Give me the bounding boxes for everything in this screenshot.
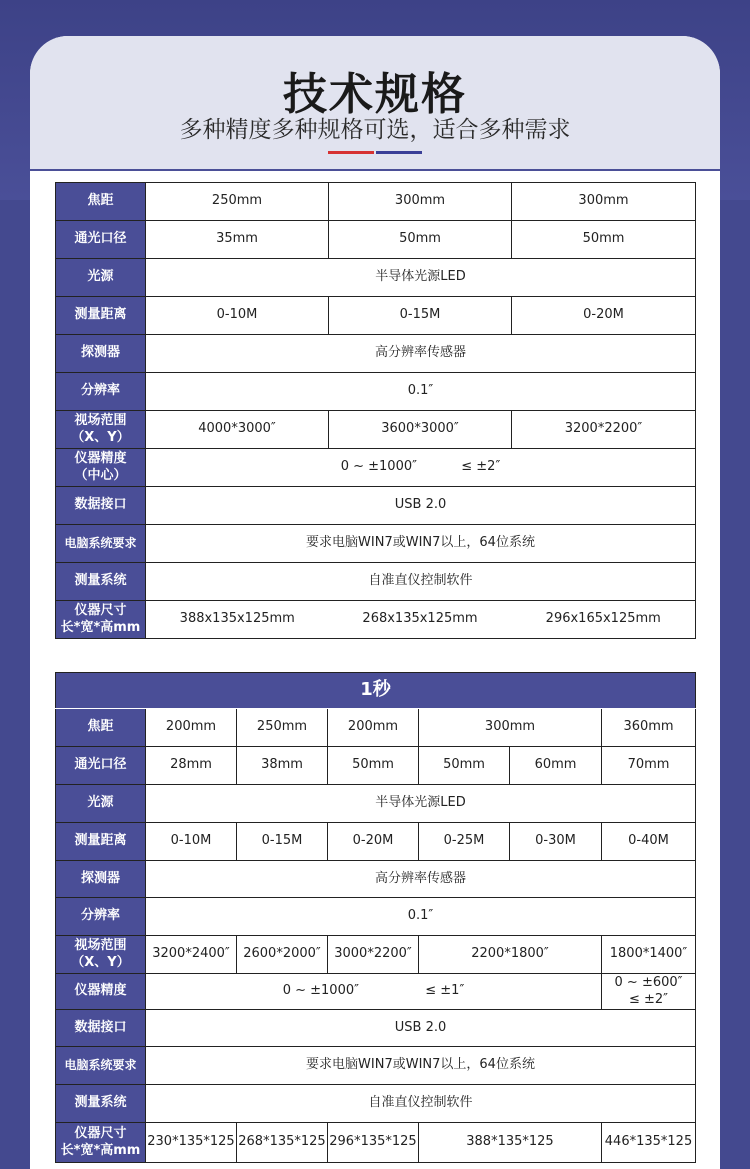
table-cell: 200mm xyxy=(328,709,419,747)
row-label: 通光口径 xyxy=(56,747,146,785)
row-label: 分辨率 xyxy=(56,373,146,411)
row-label-line: 视场范围 xyxy=(74,938,127,954)
table-cell: 3600*3000″ xyxy=(329,411,512,449)
row-label: 数据接口 xyxy=(56,1010,146,1047)
table-cell: 268x135x125mm xyxy=(329,601,512,639)
table-cell: 296x165x125mm xyxy=(512,601,696,639)
row-label xyxy=(56,936,146,974)
row-label xyxy=(56,601,146,639)
table-row xyxy=(56,373,696,411)
table-row xyxy=(56,487,696,525)
table-cell: 0-20M xyxy=(512,297,696,335)
table-cell: 0.1″ xyxy=(146,898,696,936)
table-row xyxy=(56,525,696,563)
table-cell: 0-15M xyxy=(329,297,512,335)
table-row xyxy=(56,297,696,335)
table-cell: 360mm xyxy=(602,709,696,747)
row-label: 数据接口 xyxy=(56,487,146,525)
row-label: 电脑系统要求 xyxy=(56,525,146,563)
table-cell: 388x135x125mm xyxy=(146,601,329,639)
row-label: 探测器 xyxy=(56,335,146,373)
table-cell xyxy=(146,449,696,487)
accuracy-range: 0 ~ ±1000″ xyxy=(282,983,359,999)
accuracy-range: 0 ~ ±600″ xyxy=(614,975,683,991)
row-label: 光源 xyxy=(56,785,146,823)
table-cell: 0-10M xyxy=(146,823,237,861)
row-label: 测量系统 xyxy=(56,1085,146,1123)
accuracy-center: ≤ ±2″ xyxy=(628,991,669,1007)
spec-table-2 xyxy=(55,672,696,1163)
table-cell: 70mm xyxy=(602,747,696,785)
page-title: 技术规格 xyxy=(283,69,467,120)
table-cell: 0-30M xyxy=(510,823,602,861)
table-row xyxy=(56,936,696,974)
table-row xyxy=(56,183,696,221)
table-row xyxy=(56,563,696,601)
row-label: 测量系统 xyxy=(56,563,146,601)
row-label: 仪器精度 xyxy=(56,974,146,1010)
table-cell: 35mm xyxy=(146,221,329,259)
row-label-line: （X、Y） xyxy=(71,429,130,445)
table-cell: 3000*2200″ xyxy=(328,936,419,974)
accuracy-range: 0 ~ ±1000″ xyxy=(340,459,417,475)
table-cell: 2200*1800″ xyxy=(419,936,602,974)
table-cell: 4000*3000″ xyxy=(146,411,329,449)
table-cell: 自准直仪控制软件 xyxy=(146,563,696,601)
table-row xyxy=(56,335,696,373)
table-row xyxy=(56,411,696,449)
table-cell: 要求电脑WIN7或WIN7以上，64位系统 xyxy=(146,1047,696,1085)
table-cell: 2600*2000″ xyxy=(237,936,328,974)
card-header xyxy=(30,36,720,171)
table-row xyxy=(56,709,696,747)
table-row xyxy=(56,785,696,823)
table-cell: 自准直仪控制软件 xyxy=(146,1085,696,1123)
table-cell: 300mm xyxy=(329,183,512,221)
table-cell: 268*135*125 xyxy=(237,1123,328,1163)
row-label: 分辨率 xyxy=(56,898,146,936)
table-row xyxy=(56,601,696,639)
table-cell xyxy=(146,974,602,1010)
row-label-line: （X、Y） xyxy=(71,954,130,970)
table-cell: 388*135*125 xyxy=(419,1123,602,1163)
row-label-line: 仪器尺寸 xyxy=(74,1126,127,1142)
table-cell: 38mm xyxy=(237,747,328,785)
row-label-line: 长*宽*高mm xyxy=(60,1142,141,1158)
row-label: 测量距离 xyxy=(56,823,146,861)
table-row xyxy=(56,259,696,297)
table-cell: 半导体光源LED xyxy=(146,785,696,823)
table-cell: 200mm xyxy=(146,709,237,747)
table-cell: 60mm xyxy=(510,747,602,785)
row-label: 焦距 xyxy=(56,709,146,747)
table-cell: 250mm xyxy=(146,183,329,221)
table-row xyxy=(56,449,696,487)
row-label xyxy=(56,411,146,449)
table-cell: 446*135*125 xyxy=(602,1123,696,1163)
table-cell: 1800*1400″ xyxy=(602,936,696,974)
table-cell: USB 2.0 xyxy=(146,487,696,525)
table-cell: 296*135*125 xyxy=(328,1123,419,1163)
row-label: 探测器 xyxy=(56,861,146,898)
table-cell: 0-40M xyxy=(602,823,696,861)
table-row xyxy=(56,1047,696,1085)
row-label-line: 仪器精度 xyxy=(74,451,127,467)
accuracy-center: ≤ ±2″ xyxy=(461,459,501,475)
row-label: 电脑系统要求 xyxy=(56,1047,146,1085)
table-cell: 50mm xyxy=(328,747,419,785)
table-cell: 28mm xyxy=(146,747,237,785)
table-cell: 要求电脑WIN7或WIN7以上，64位系统 xyxy=(146,525,696,563)
blue-divider xyxy=(376,151,422,154)
table-cell: 0-10M xyxy=(146,297,329,335)
table-cell: 300mm xyxy=(419,709,602,747)
table-row xyxy=(56,1010,696,1047)
row-label: 焦距 xyxy=(56,183,146,221)
table-row xyxy=(56,1085,696,1123)
table-row xyxy=(56,1123,696,1163)
table-cell: 250mm xyxy=(237,709,328,747)
row-label xyxy=(56,449,146,487)
accuracy-center: ≤ ±1″ xyxy=(425,983,465,999)
table-cell: 高分辨率传感器 xyxy=(146,335,696,373)
row-label: 通光口径 xyxy=(56,221,146,259)
table-row xyxy=(56,898,696,936)
table-header-row xyxy=(56,673,696,709)
page-subtitle: 多种精度多种规格可选，适合多种需求 xyxy=(179,117,571,143)
table-row xyxy=(56,861,696,898)
table-row xyxy=(56,974,696,1010)
table-row xyxy=(56,823,696,861)
table-row xyxy=(56,747,696,785)
table-cell xyxy=(602,974,696,1010)
table-cell: 230*135*125 xyxy=(146,1123,237,1163)
table-cell: 50mm xyxy=(329,221,512,259)
row-label-line: 仪器尺寸 xyxy=(74,603,127,619)
row-label xyxy=(56,1123,146,1163)
spec-table-1 xyxy=(55,182,696,639)
table-cell: 高分辨率传感器 xyxy=(146,861,696,898)
row-label-line: 视场范围 xyxy=(74,413,127,429)
table-cell: 0-25M xyxy=(419,823,510,861)
row-label-line: （中心） xyxy=(74,467,127,483)
table-cell: 50mm xyxy=(419,747,510,785)
row-label-line: 长*宽*高mm xyxy=(60,619,141,635)
table-cell: USB 2.0 xyxy=(146,1010,696,1047)
table-cell: 0-20M xyxy=(328,823,419,861)
red-divider xyxy=(328,151,374,154)
row-label: 测量距离 xyxy=(56,297,146,335)
table-cell: 半导体光源LED xyxy=(146,259,696,297)
table-row xyxy=(56,221,696,259)
table-header: 1秒 xyxy=(56,673,696,709)
table-cell: 3200*2400″ xyxy=(146,936,237,974)
table-cell: 0-15M xyxy=(237,823,328,861)
table-cell: 300mm xyxy=(512,183,696,221)
table-cell: 50mm xyxy=(512,221,696,259)
table-cell: 0.1″ xyxy=(146,373,696,411)
row-label: 光源 xyxy=(56,259,146,297)
table-cell: 3200*2200″ xyxy=(512,411,696,449)
